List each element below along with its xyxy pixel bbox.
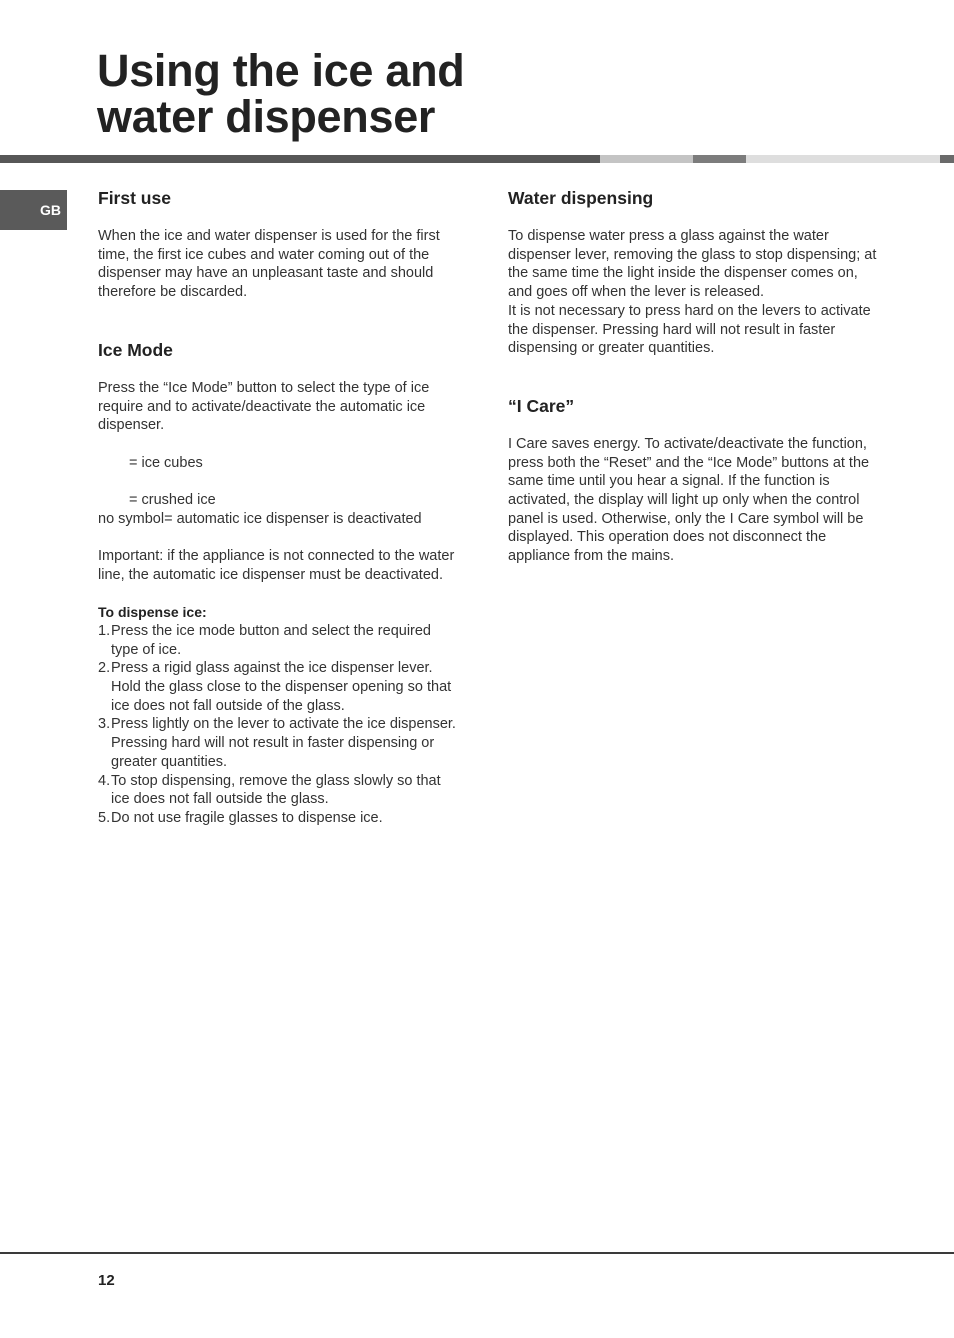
important-note: Important: if the appliance is not connected to the water line, the automatic ice dispenser must be deactivated.	[98, 548, 455, 583]
list-item: 1. Press the ice mode button and select the required type of ice.	[98, 622, 431, 658]
ice-cubes-option: = ice cubes	[129, 454, 203, 471]
icare-heading: “I Care”	[508, 395, 575, 416]
list-item: 2. Press a rigid glass against the ice dispenser lever. Hold the glass close to the dispenser opening so that ice does not fall outside of the glass.	[98, 660, 452, 714]
header-bar-segment	[940, 155, 954, 163]
title-line-2: water dispenser	[97, 91, 436, 142]
list-item: 4. To stop dispensing, remove the glass slowly so that ice does not fall outside the glass.	[98, 772, 441, 808]
page-number: 12	[98, 1272, 115, 1289]
ice-mode-body: Press the “Ice Mode” button to select the type of ice require and to activate/deactivate the automatic ice dispenser.	[98, 379, 430, 434]
dispense-ice-label: To dispense ice:	[98, 604, 207, 621]
language-tab-label: GB	[40, 202, 61, 218]
right-column	[508, 187, 880, 566]
title-line-1: Using the ice and	[97, 45, 465, 96]
crushed-ice-option: = crushed ice	[129, 492, 216, 508]
first-use-body: When the ice and water dispenser is used for the first time, the first ice cubes and water coming out of the dispenser may have an unpleasant taste and should therefore be discarded.	[98, 228, 440, 301]
water-dispensing-heading: Water dispensing	[508, 188, 654, 208]
icare-body: I Care saves energy. To activate/deactivate the function, press both the “Reset” and the “Ice Mode” buttons at the same time until you hear a signal. If the function is activated, the display will light up only when the control panel is used. Otherwise, only the I Care symbol will be displayed. This operation does not disconnect the appliance from the mains.	[508, 435, 870, 565]
header-bar-segment	[746, 155, 940, 163]
header-bar-segment	[0, 155, 600, 163]
left-column	[98, 187, 460, 828]
dispense-steps-list	[98, 622, 460, 828]
list-item: 5. Do not use fragile glasses to dispense ice.	[98, 809, 383, 826]
language-tab	[0, 190, 67, 230]
water-dispensing-body-2: It is not necessary to press hard on the levers to activate the dispenser. Pressing hard will not result in faster dispensing or greater quantities.	[508, 302, 871, 357]
ice-mode-heading: Ice Mode	[98, 339, 173, 360]
no-symbol-option: no symbol= automatic ice dispenser is deactivated	[98, 510, 422, 527]
page-title	[97, 45, 465, 142]
first-use-heading: First use	[98, 188, 171, 208]
header-bar-segment	[600, 155, 693, 163]
list-item: 3. Press lightly on the lever to activate the ice dispenser. Pressing hard will not result in faster dispensing or greater quantities.	[98, 716, 456, 770]
footer-divider	[0, 1252, 954, 1254]
water-dispensing-body-1: To dispense water press a glass against the water dispenser lever, removing the glass to stop dispensing; at the same time the light inside the dispenser comes on, and goes off when the lever is released.	[508, 228, 877, 301]
header-bar-segment	[693, 155, 746, 163]
